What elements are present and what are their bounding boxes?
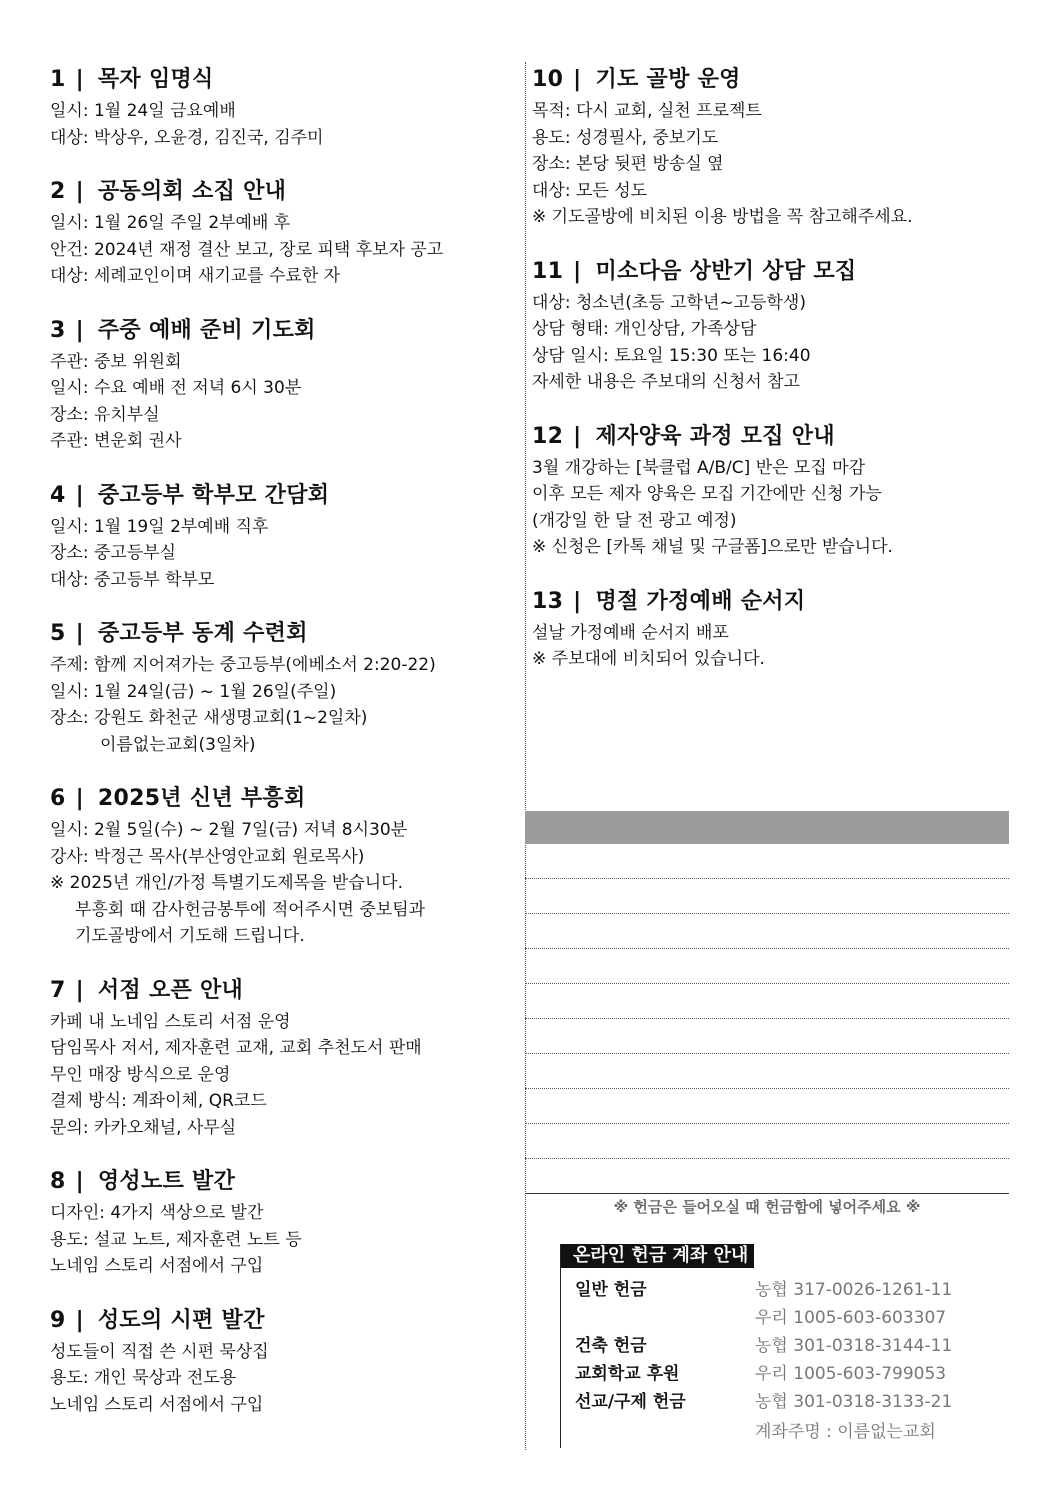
notice-line: 주관: 변운회 권사: [50, 431, 182, 451]
notice-line: 대상: 중고등부 학부모: [50, 569, 215, 590]
notice-title-text: 명절 가정예배 순서지: [595, 588, 806, 614]
notice-title-text: 중고등부 동계 수련회: [97, 621, 308, 646]
notice-title: [532, 64, 1008, 96]
notice-title: [50, 783, 518, 815]
notice-line: 일시: 2월 5일(수) ~ 2월 7일(금) 저녁 8시30분: [50, 820, 408, 840]
notice-title-text: 기도 골방 운영: [595, 67, 741, 92]
notice-title: [532, 421, 1008, 453]
notice-line: 주제: 함께 지어져가는 중고등부(에베소서 2:20-22): [50, 655, 436, 675]
notice-section: [50, 975, 518, 1142]
account-number: 농협 317-0026-1261-11: [755, 1280, 953, 1300]
notice-line: 상담 형태: 개인상담, 가족상담: [532, 319, 757, 339]
notice-section: [50, 176, 518, 290]
title-separator: |: [565, 67, 590, 92]
account-row: [575, 1360, 975, 1388]
notice-line: 기도골방에서 기도해 드립니다.: [75, 926, 305, 946]
notice-title-text: 제자양육 과정 모집 안내: [595, 423, 835, 449]
notice-title-text: 목자 임명식: [97, 67, 214, 92]
notice-line: ※ 신청은 [카톡 채널 및 구글폼]으로만 받습니다.: [532, 537, 893, 557]
notice-title: [50, 975, 518, 1007]
notice-line: 주관: 중보 위원회: [50, 351, 182, 372]
left-column: [50, 64, 518, 1443]
account-row: [575, 1388, 975, 1416]
memo-line: [525, 949, 1009, 984]
notice-title-text: 공동의회 소집 안내: [97, 179, 287, 204]
notice-title: [50, 176, 518, 208]
notice-line: 성도들이 직접 쓴 시편 묵상집: [50, 1341, 269, 1362]
notice-line: 문의: 카카오채널, 사무실: [50, 1117, 237, 1138]
notice-line: 대상: 모든 성도: [532, 180, 648, 201]
notice-line: ※ 기도골방에 비치된 이용 방법을 꼭 참고해주세요.: [532, 207, 913, 227]
title-separator: |: [67, 786, 92, 811]
account-number: 우리 1005-603-799053: [755, 1364, 947, 1384]
memo-line: [525, 844, 1009, 879]
memo-line: [525, 914, 1009, 949]
account-number: 농협 301-0318-3133-21: [755, 1392, 953, 1412]
title-separator: |: [67, 67, 92, 92]
notice-line: 설날 가정예배 순서지 배포: [532, 622, 729, 643]
notice-line: 부흥회 때 감사헌금봉투에 적어주시면 중보팀과: [75, 899, 426, 920]
notice-line: 목적: 다시 교회, 실천 프로젝트: [532, 101, 762, 121]
notice-section: [50, 1166, 518, 1280]
notice-number: 2: [50, 179, 66, 204]
account-label: 일반 헌금: [575, 1280, 647, 1300]
memo-line: [525, 1054, 1009, 1089]
notice-title: [50, 1166, 518, 1198]
notice-section: [50, 480, 518, 594]
notice-line: 담임목사 저서, 제자훈련 교재, 교회 추천도서 판매: [50, 1038, 422, 1058]
notice-title-text: 영성노트 발간: [97, 1169, 236, 1194]
notice-line: (개강일 한 달 전 광고 예정): [532, 510, 737, 531]
notice-title: [50, 64, 518, 96]
account-label: 건축 헌금: [575, 1336, 647, 1356]
notice-line: 무인 매장 방식으로 운영: [50, 1064, 231, 1085]
title-separator: |: [565, 258, 590, 284]
notice-line: 노네임 스토리 서점에서 구입: [50, 1394, 264, 1415]
title-separator: |: [67, 317, 92, 343]
notice-section: [532, 64, 1008, 231]
notice-line: 장소: 유치부실: [50, 404, 160, 425]
notice-line: 일시: 1월 24일 금요예배: [50, 101, 236, 121]
memo-line-last: [525, 1159, 1009, 1194]
title-separator: |: [67, 482, 92, 508]
notice-line: 안건: 2024년 재정 결산 보고, 장로 피택 후보자 공고: [50, 239, 444, 260]
title-separator: |: [565, 588, 590, 614]
memo-line: [525, 1089, 1009, 1124]
notice-title: [50, 480, 518, 512]
notice-line: 노네임 스토리 서점에서 구입: [50, 1256, 264, 1276]
notice-number: 8: [50, 1169, 66, 1194]
notice-section: [50, 315, 518, 455]
notice-line: 이름없는교회(3일차): [100, 734, 256, 755]
notice-line: 대상: 세례교인이며 새기교를 수료한 자: [50, 266, 341, 286]
notice-section: [50, 783, 518, 950]
memo-header-bar: [525, 811, 1009, 844]
account-box: [560, 1244, 981, 1448]
right-column: [532, 64, 1008, 698]
notice-line: 장소: 본당 뒷편 방송실 옆: [532, 154, 724, 174]
notice-line: 일시: 1월 24일(금) ~ 1월 26일(주일): [50, 681, 337, 702]
title-separator: |: [67, 179, 92, 204]
notice-line: 자세한 내용은 주보대의 신청서 참고: [532, 372, 800, 392]
notice-line: 용도: 설교 노트, 제자훈련 노트 등: [50, 1229, 302, 1250]
notice-title: [50, 618, 518, 650]
notice-line: 3월 개강하는 [북클럽 A/B/C] 반은 모집 마감: [532, 457, 866, 478]
notice-number: 4: [50, 482, 66, 508]
notice-line: 디자인: 4가지 색상으로 발간: [50, 1203, 264, 1223]
notice-number: 3: [50, 317, 66, 343]
notice-line: 용도: 성경필사, 중보기도: [532, 127, 719, 148]
memo-line: [525, 1019, 1009, 1054]
notice-line: ※ 2025년 개인/가정 특별기도제목을 받습니다.: [50, 873, 404, 893]
notice-title-text: 2025년 신년 부흥회: [97, 786, 306, 811]
title-separator: |: [67, 1169, 92, 1194]
account-number: 우리 1005-603-603307: [755, 1308, 947, 1328]
notice-title: [50, 315, 518, 347]
account-label: 교회학교 후원: [575, 1364, 680, 1384]
title-separator: |: [67, 1307, 92, 1333]
notice-title-text: 중고등부 학부모 간담회: [97, 482, 330, 508]
account-title: 온라인 헌금 계좌 안내: [561, 1244, 754, 1268]
notice-section: [532, 256, 1008, 396]
notice-section: [50, 1305, 518, 1419]
notice-line: 카페 내 노네임 스토리 서점 운영: [50, 1011, 291, 1032]
notice-title-text: 서점 오픈 안내: [97, 977, 244, 1003]
notice-line: 대상: 박상우, 오윤경, 김진국, 김주미: [50, 127, 324, 148]
memo-line: [525, 1124, 1009, 1159]
notice-line: 결제 방식: 계좌이체, QR코드: [50, 1091, 267, 1111]
notice-title-text: 성도의 시편 발간: [97, 1307, 265, 1333]
notice-line: 장소: 강원도 화천군 새생명교회(1~2일차): [50, 708, 368, 728]
title-separator: |: [565, 423, 590, 449]
account-holder: 계좌주명 : 이름없는교회: [755, 1422, 936, 1442]
notice-section: [532, 586, 1008, 673]
notice-number: 6: [50, 786, 66, 811]
notice-line: ※ 주보대에 비치되어 있습니다.: [532, 649, 765, 669]
notice-line: 일시: 1월 19일 2부예배 직후: [50, 516, 269, 537]
notice-title: [50, 1305, 518, 1337]
notice-number: 13: [532, 588, 564, 614]
notice-title: [532, 586, 1008, 618]
notice-number: 10: [532, 67, 564, 92]
notice-number: 11: [532, 258, 564, 284]
memo-area: [525, 811, 1009, 1194]
account-row: [575, 1418, 975, 1446]
notice-number: 9: [50, 1307, 66, 1333]
notice-section: [50, 618, 518, 758]
notice-title-text: 미소다음 상반기 상담 모집: [595, 258, 857, 284]
title-separator: |: [67, 621, 92, 646]
offering-note: ※ 헌금은 들어오실 때 헌금함에 넣어주세요 ※: [613, 1198, 921, 1216]
notice-title-text: 주중 예배 준비 기도회: [97, 317, 316, 343]
account-row: [575, 1276, 975, 1304]
notice-line: 일시: 1월 26일 주일 2부예배 후: [50, 213, 291, 233]
account-number: 농협 301-0318-3144-11: [755, 1336, 953, 1356]
account-row: [575, 1332, 975, 1360]
memo-line: [525, 984, 1009, 1019]
column-divider: [525, 62, 526, 1450]
notice-line: 장소: 중고등부실: [50, 543, 177, 563]
notice-line: 용도: 개인 묵상과 전도용: [50, 1368, 237, 1388]
title-separator: |: [67, 977, 92, 1003]
notice-line: 강사: 박정근 목사(부산영안교회 원로목사): [50, 846, 365, 867]
notice-number: 1: [50, 67, 66, 92]
notice-line: 상담 일시: 토요일 15:30 또는 16:40: [532, 345, 811, 366]
notice-line: 대상: 청소년(초등 고학년~고등학생): [532, 292, 806, 313]
account-row: [575, 1304, 975, 1332]
notice-section: [532, 421, 1008, 561]
memo-line: [525, 879, 1009, 914]
notice-number: 7: [50, 977, 66, 1003]
notice-number: 5: [50, 621, 66, 646]
notice-section: [50, 64, 518, 151]
notice-title: [532, 256, 1008, 288]
notice-number: 12: [532, 423, 564, 449]
notice-line: 일시: 수요 예배 전 저녁 6시 30분: [50, 378, 302, 398]
account-label: 선교/구제 헌금: [575, 1392, 686, 1412]
notice-line: 이후 모든 제자 양육은 모집 기간에만 신청 가능: [532, 484, 882, 504]
